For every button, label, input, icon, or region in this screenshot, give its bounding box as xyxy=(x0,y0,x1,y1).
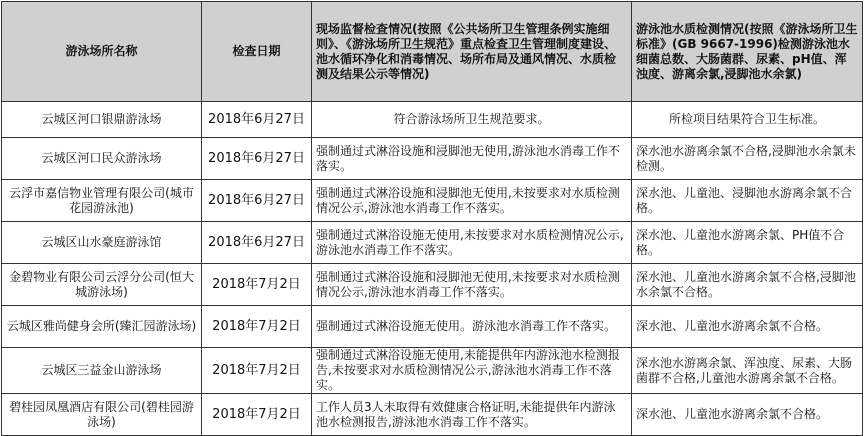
water-result-cell: 深水池水游离余氯不合格,浸脚池水余氯未检测。 xyxy=(632,138,863,180)
water-result-cell: 深水池水游离余氯、浑浊度、尿素、大肠菌群不合格,儿童池水游离余氯不合格。 xyxy=(632,348,863,394)
table-header xyxy=(2,2,863,102)
onsite-result-cell: 强制通过式淋浴设施无使用,未能提供年内游泳池水检测报告,未按要求对水质检测情况公示,游泳池水消毒工作不落实。 xyxy=(312,348,632,394)
inspection-date-cell: 2018年6月27日 xyxy=(202,102,312,138)
water-result-cell: 深水池、儿童池水游离余氯、PH值不合格。 xyxy=(632,222,863,264)
table-row xyxy=(2,306,863,348)
venue-name-cell: 金碧物业有限公司云浮分公司(恒大城游泳场) xyxy=(2,264,202,306)
water-result-cell: 所检项目结果符合卫生标准。 xyxy=(632,102,863,138)
onsite-result-cell: 强制通过式淋浴设施和浸脚池无使用,未按要求对水质检测情况公示,游泳池水消毒工作不落实。 xyxy=(312,180,632,222)
table-body xyxy=(2,102,863,436)
water-result-cell: 深水池、儿童池水游离余氯不合格,浸脚池水余氯不合格。 xyxy=(632,264,863,306)
table-row xyxy=(2,180,863,222)
onsite-result-cell: 强制通过式淋浴设施和浸脚池无使用,游泳池水消毒工作不落实。 xyxy=(312,138,632,180)
water-result-cell: 深水池、儿童池水游离余氯不合格。 xyxy=(632,394,863,436)
table-row xyxy=(2,394,863,436)
inspection-date-cell: 2018年6月27日 xyxy=(202,138,312,180)
header-venue-name: 游泳场所名称 xyxy=(2,2,202,102)
table-row xyxy=(2,222,863,264)
inspection-date-cell: 2018年6月27日 xyxy=(202,180,312,222)
water-result-cell: 深水池、儿童池、浸脚池水游离余氯不合格。 xyxy=(632,180,863,222)
inspection-date-cell: 2018年6月27日 xyxy=(202,222,312,264)
header-inspection-date: 检查日期 xyxy=(202,2,312,102)
header-row xyxy=(2,2,863,102)
venue-name-cell: 云城区山水豪庭游泳馆 xyxy=(2,222,202,264)
onsite-result-cell: 符合游泳场所卫生规范要求。 xyxy=(312,102,632,138)
venue-name-cell: 碧桂园凤凰酒店有限公司(碧桂园游泳场) xyxy=(2,394,202,436)
header-onsite-inspection: 现场监督检查情况(按照《公共场所卫生管理条例实施细则》、《游泳场所卫生规范》重点检查卫生管理制度建设、池水循环净化和消毒情况、场所布局及通风情况、水质检测及结果公示等情况) xyxy=(312,2,632,102)
venue-name-cell: 云城区河口民众游泳场 xyxy=(2,138,202,180)
table-row xyxy=(2,138,863,180)
inspection-date-cell: 2018年7月2日 xyxy=(202,394,312,436)
venue-name-cell: 云浮市嘉信物业管理有限公司(城市花园游泳池) xyxy=(2,180,202,222)
header-water-quality: 游泳池水质检测情况(按照《游泳场所卫生标准》(GB 9667-1996)检测游泳池水细菌总数、大肠菌群、尿素、pH值、浑浊度、游离余氯,浸脚池水余氯) xyxy=(632,2,863,102)
water-result-cell: 深水池、儿童池水游离余氯不合格。 xyxy=(632,306,863,348)
inspection-date-cell: 2018年7月2日 xyxy=(202,264,312,306)
table-row xyxy=(2,264,863,306)
onsite-result-cell: 强制通过式淋浴设施无使用。游泳池水消毒工作不落实。 xyxy=(312,306,632,348)
onsite-result-cell: 强制通过式淋浴设施无使用,未按要求对水质检测情况公示,游泳池水消毒工作不落实。 xyxy=(312,222,632,264)
table-row xyxy=(2,348,863,394)
inspection-date-cell: 2018年7月2日 xyxy=(202,306,312,348)
venue-name-cell: 云城区雅尚健身会所(臻汇园游泳场) xyxy=(2,306,202,348)
venue-name-cell: 云城区河口银鼎游泳场 xyxy=(2,102,202,138)
onsite-result-cell: 强制通过式淋浴设施和浸脚池无使用,未按要求对水质检测情况公示,游泳池水消毒工作不落实。 xyxy=(312,264,632,306)
onsite-result-cell: 工作人员3人未取得有效健康合格证明,未能提供年内游泳池水检测报告,游泳池水消毒工作不落实。 xyxy=(312,394,632,436)
table-row xyxy=(2,102,863,138)
inspection-results-table xyxy=(1,1,863,436)
inspection-date-cell: 2018年7月2日 xyxy=(202,348,312,394)
venue-name-cell: 云城区三益金山游泳场 xyxy=(2,348,202,394)
